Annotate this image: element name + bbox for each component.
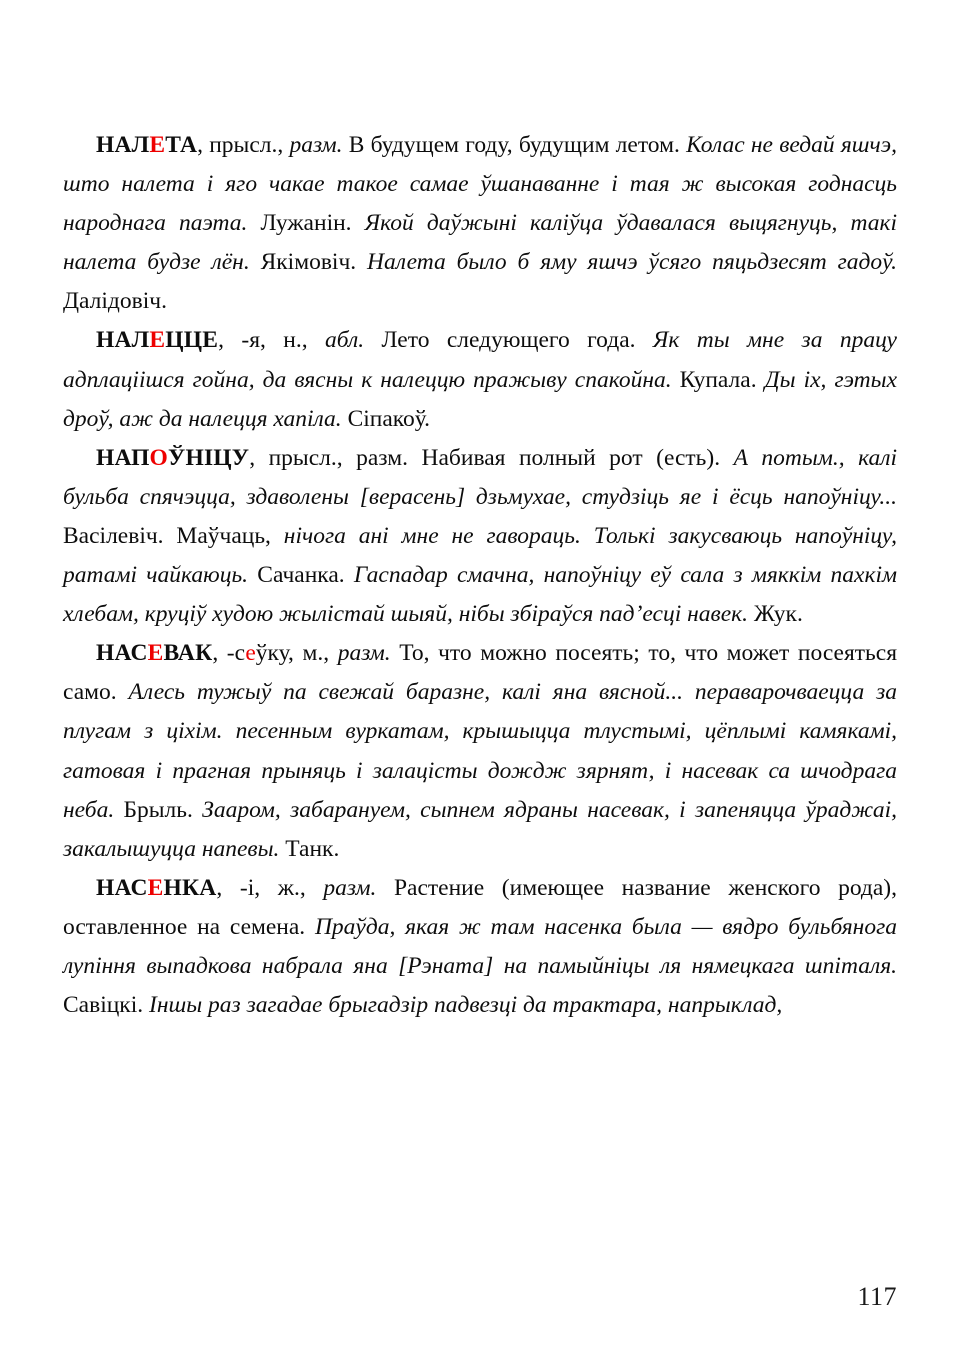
citation-source: Танк. [279, 835, 340, 862]
definition-text: То, что можно посеять; то, что может посеяться само. [63, 640, 897, 706]
headword-text-before: НАС [96, 640, 148, 667]
stress-vowel: Е [147, 874, 164, 901]
grammar-label: прысл., [203, 132, 290, 158]
headword-text-after: ТА [165, 132, 198, 158]
citation-source: Сачанка. [248, 562, 345, 589]
citation-source: Якімовіч. [249, 249, 357, 276]
citation-quote: Ды іх, гэтых дроў, аж да налецця хапіла. [63, 366, 897, 432]
headword [96, 875, 216, 901]
citation-source: Купала. [671, 366, 757, 393]
register-label: разм. [289, 132, 343, 158]
citation-quote: Алесь тужыў па свежай баразне, калі яна вясной... пераварочваецца за плугам з ціхім. песенным вуркатам, крышыцца тлустымі, цёплымі камякамі, гатовая і прагная прыняць і залацісты дождж зярнят, і насевак са шчодрага неба. [63, 679, 897, 823]
citation-quote: Колас не ведай яшчэ, што налета і яго чакае такое самае ўшанаванне і тая ж высокая годнасць народнага паэта. [63, 132, 897, 237]
headword-text-after: ВАК [163, 640, 213, 667]
headword [96, 640, 212, 666]
inflection-stress-vowel: е [245, 640, 256, 667]
headword-text-before: НАП [96, 444, 150, 471]
grammar-label: -я, н., [223, 327, 326, 354]
citation-source: Маўчаць, [163, 522, 284, 549]
definition-text: Лето следующего года. [364, 327, 653, 354]
stress-vowel: Е [147, 640, 164, 667]
headword [96, 445, 249, 471]
register-label: абл. [325, 327, 365, 354]
citation-source: Васілевіч. [63, 522, 164, 549]
headword-text-before: НАЛ [96, 327, 150, 354]
dictionary-entry [63, 126, 897, 321]
grammar-label: прысл., разм. [255, 444, 409, 471]
citation-source: Сіпакоў. [341, 405, 431, 432]
headword [96, 132, 197, 158]
headword [96, 327, 218, 353]
citation-quote: А потым., калі бульба спячэцца, здаволены [верасень] дзьмухае, студзіць яе і ёсць напоўніцу... [63, 444, 897, 510]
headword-text-after: ЦЦЕ [165, 327, 219, 354]
page-number: 117 [857, 1282, 897, 1311]
register-label: разм. [323, 874, 377, 901]
inflection-before: -с [218, 640, 246, 667]
headword-text-before: НАС [96, 874, 148, 901]
citation-quote: Іншы раз загадае брыгадзір падвезці да трактара, напрыклад, [143, 992, 783, 1019]
citation-source: Брыль. [114, 796, 193, 823]
definition-text: В будущем году, будущим летом. [342, 132, 687, 158]
headword-comma: , [197, 132, 203, 158]
headword-text-before: НАЛ [96, 132, 150, 158]
citation-source: Далідовіч. [63, 288, 167, 315]
citation-quote: Праўда, якая ж там насенка была — вядро бульбянога лупіння выпадкова набрала яна [Рэната] на памыйніцы ля нямецкага шпіталя. [63, 913, 897, 979]
citation-quote: нічога ані мне не гавораць. Толькі закусваюць напоўніцу, ратамі чайкаюць. [63, 522, 897, 589]
citation-source: Жук. [748, 601, 803, 628]
stress-vowel: О [149, 444, 169, 471]
stress-vowel: Е [149, 132, 166, 158]
headword-comma: , [216, 874, 223, 901]
stress-vowel: Е [149, 327, 166, 354]
text-column [63, 126, 897, 1025]
grammar-label: -і, ж., [222, 874, 324, 901]
headword-comma: , [218, 327, 224, 354]
citation-quote: Налета было б яму яшчэ ўсяго пяцьдзесят гадоў. [356, 249, 898, 276]
citation-source: Лужанін. [247, 210, 352, 237]
headword-text-after: ЎНІЦУ [168, 444, 250, 471]
citation-source: Савіцкі. [63, 992, 144, 1019]
register-label: разм. [337, 640, 391, 667]
dictionary-entry [63, 439, 897, 634]
citation-quote: Гаспадар смачна, напоўніцу еў сала з мяккім пахкім хлебам, круціў худою жылістай шыяй, нібы збіраўся пад’есці навек. [63, 562, 897, 628]
citation-quote: Як ты мне за працу адплаціішся гойна, да вясны к налеццю пражыву спакойна. [63, 327, 897, 393]
dictionary-entry [63, 869, 897, 1025]
definition-text: Растение (имеющее название женского рода), оставленное на семена. [63, 874, 897, 940]
citation-quote: Якой даўжыні каліўца ўдавалася выцягнуць, такі налета будзе лён. [63, 210, 897, 276]
definition-text: Набивая полный рот (есть). [408, 444, 734, 471]
headword-text-after: НКА [163, 874, 217, 901]
dictionary-entry [63, 634, 897, 869]
inflection-after: ўку, м., [255, 640, 338, 667]
headword-comma: , [249, 444, 256, 471]
headword-comma: , [212, 640, 219, 667]
citation-quote: Зааром, забарануем, сыпнем ядраны насевак, і запеняцца ўраджаі, закалышуцца напевы. [63, 796, 897, 862]
dictionary-entry [63, 321, 897, 438]
